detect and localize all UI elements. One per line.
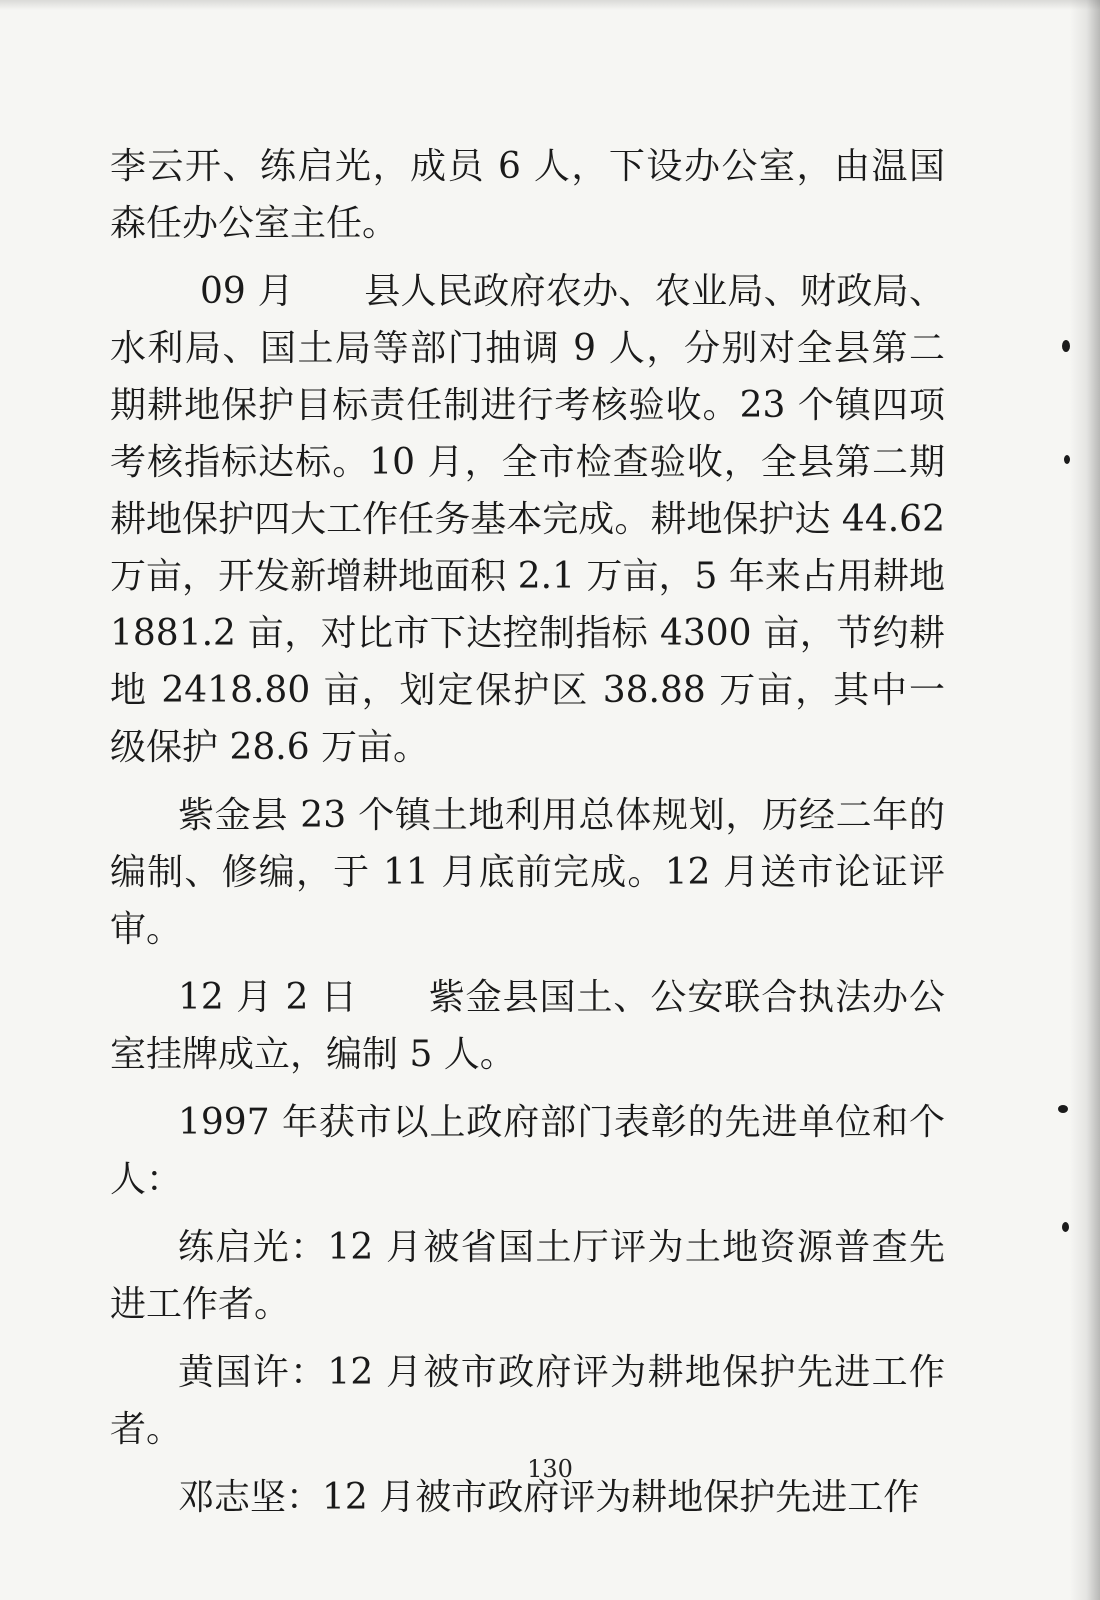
entry-date: 12 月 2 日 — [178, 977, 358, 1018]
award-text: 练启光：12 月被省国土厅评为土地资源普查先进工作者。 — [110, 1227, 945, 1325]
paragraph — [110, 138, 945, 252]
page-number: 130 — [527, 1455, 573, 1483]
scan-speck — [1058, 1105, 1068, 1113]
dated-entry — [110, 263, 945, 776]
award-entry — [110, 1219, 945, 1333]
body-text — [110, 138, 945, 1537]
entry-date: 09 月 — [200, 271, 294, 312]
paragraph — [110, 787, 945, 958]
scan-shadow-top — [0, 0, 1100, 10]
scan-speck — [1064, 455, 1070, 464]
paragraph-text: 紫金县 23 个镇土地利用总体规划，历经二年的编制、修编，于 11 月底前完成。12 月送市论证评审。 — [110, 795, 945, 950]
paragraph-text: 1997 年获市以上政府部门表彰的先进单位和个人： — [110, 1102, 945, 1200]
scan-shadow-right — [1070, 0, 1100, 1600]
award-text: 邓志坚：12 月被市政府评为耕地保护先进工作 — [178, 1477, 920, 1518]
entry-text: 紫金县国土、公安联合执法办公室挂牌成立，编制 5 人。 — [110, 977, 945, 1075]
entry-text: 县人民政府农办、农业局、财政局、水利局、国土局等部门抽调 9 人，分别对全县第二期耕地保护目标责任制进行考核验收。23 个镇四项考核指标达标。10 月，全市检查验收，全县第二期耕地保护四大工作任务基本完成。耕地保护达 44.62 万亩，开发新增耕地面积 2.1 万亩，5 年来占用耕地 1881.2 亩，对比市下达控制指标 4300 亩，节约耕地 2418.80 亩，划定保护区 38.88 万亩，其中一级保护 28.6 万亩。 — [110, 271, 945, 768]
award-entry — [110, 1344, 945, 1458]
dated-entry — [110, 969, 945, 1083]
award-text: 黄国许：12 月被市政府评为耕地保护先进工作者。 — [110, 1352, 945, 1450]
scan-speck — [1062, 340, 1070, 352]
scan-speck — [1062, 1222, 1069, 1232]
paragraph-text: 李云开、练启光，成员 6 人，下设办公室，由温国森任办公室主任。 — [110, 146, 945, 244]
paragraph — [110, 1094, 945, 1208]
